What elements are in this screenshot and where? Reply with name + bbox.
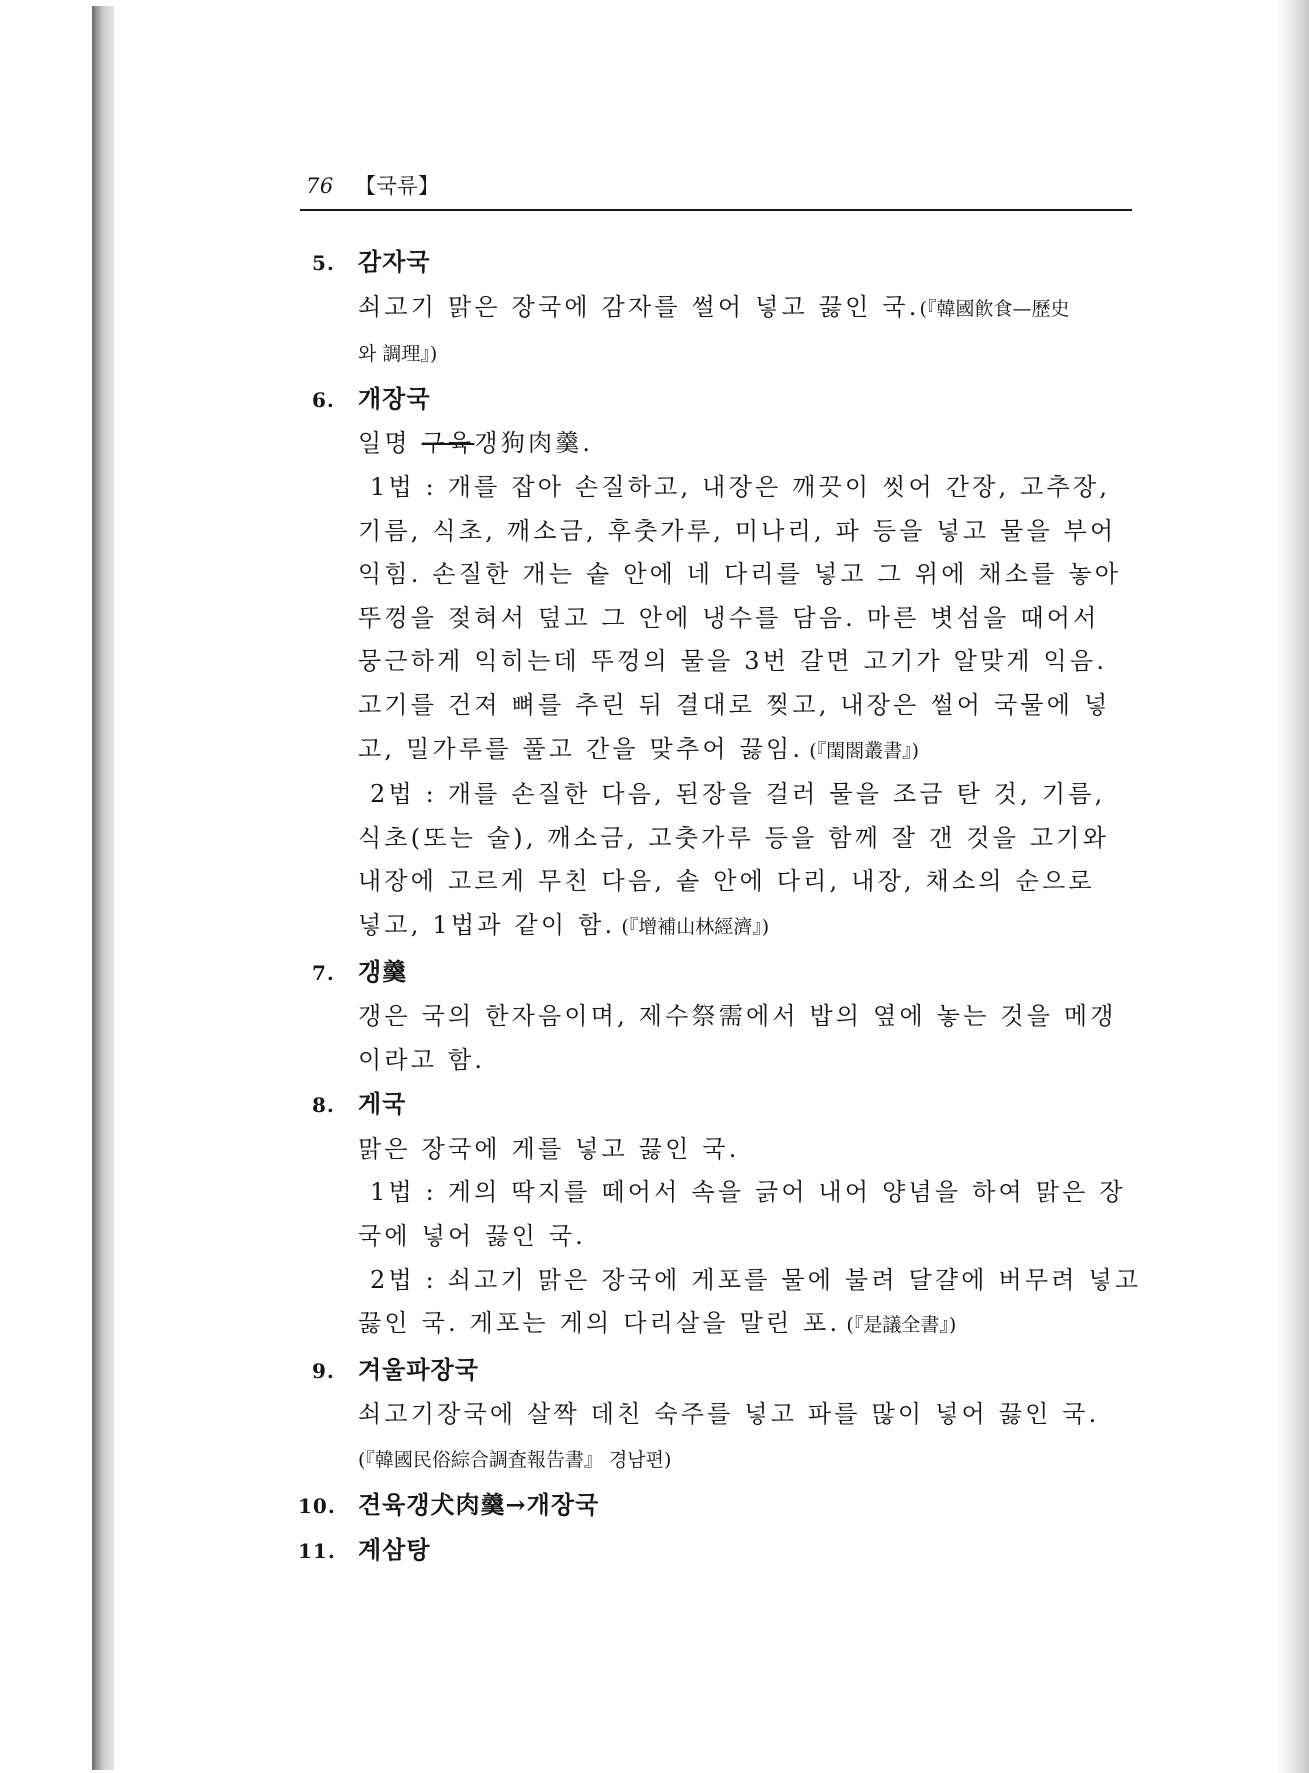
line-text: 쇠고기 맑은 장국에 감자를 썰어 넣고 끓인 국. [358, 292, 920, 321]
line-text: 1법 : 게의 딱지를 떼어서 속을 긁어 내어 양념을 하여 맑은 장 [370, 1178, 1126, 1207]
body-line [358, 553, 1142, 597]
entry-number: 8. [312, 1093, 335, 1118]
body-line [358, 1437, 1142, 1483]
source-reference: (『是議全書』) [840, 1314, 957, 1337]
line-text: 넣고, 1법과 같이 함. [358, 910, 616, 939]
section-title: 【국류】 [354, 174, 440, 198]
entry-title: 갱羹 [358, 956, 408, 986]
entry [312, 240, 1142, 377]
entry-title: 견육갱犬肉羹→개장국 [358, 1489, 600, 1519]
entry-heading [312, 240, 1142, 286]
page-edge-shadow [1277, 0, 1309, 1773]
line-text: 뚜껑을 젖혀서 덮고 그 안에 냉수를 담음. 마른 볏섬을 때어서 [358, 603, 1100, 632]
line-text: 고기를 건져 뼈를 추린 뒤 결대로 찢고, 내장은 썰어 국물에 넣 [358, 690, 1111, 719]
line-text: 국에 넣어 끓인 국. [358, 1222, 587, 1251]
body-line [358, 640, 1142, 684]
struck-text: 구육 [421, 429, 475, 458]
body-line [358, 286, 1142, 332]
entry-number: 5. [312, 251, 335, 275]
entry-title: 계삼탕 [358, 1535, 431, 1565]
line-text: 갱은 국의 한자음이며, 제수祭需에서 밥의 옆에 놓는 것을 메갱 [358, 1002, 1117, 1031]
line-text: 내장에 고르게 무친 다음, 솥 안에 다리, 내장, 채소의 순으로 [358, 867, 1095, 896]
entry-heading [312, 377, 1142, 423]
header-rule [300, 209, 1132, 211]
body-line [358, 331, 1142, 377]
running-header [306, 170, 440, 200]
source-reference: (『韓國飮食—歷史 [919, 297, 1070, 320]
entry-title: 감자국 [358, 247, 431, 276]
body-line [358, 422, 1142, 466]
entry-title: 개장국 [358, 383, 431, 413]
method-line [370, 773, 1142, 817]
entry-number: 9. [312, 1358, 335, 1383]
method-line [370, 1259, 1142, 1303]
entry-heading [298, 1528, 1142, 1574]
line-text: 고, 밀가루를 풀고 간을 맞추어 끓임. [358, 734, 804, 763]
entry [298, 1483, 1142, 1529]
body-line [358, 510, 1142, 554]
body-line [358, 728, 1142, 774]
body-line [358, 1128, 1142, 1172]
body-line [358, 684, 1142, 728]
method-line [370, 466, 1142, 510]
entry-list [298, 240, 1142, 1574]
entry-title: 게국 [358, 1089, 407, 1119]
source-reference: (『韓國民俗綜合調査報告書』 경남편) [358, 1449, 672, 1472]
entry-title: 겨울파장국 [358, 1354, 479, 1384]
line-text: 이라고 함. [358, 1045, 486, 1074]
body-line [358, 995, 1142, 1039]
entry-heading [298, 1483, 1142, 1529]
entry-number: 11. [298, 1539, 336, 1564]
body-line [358, 904, 1142, 950]
entry-heading [312, 1348, 1142, 1394]
source-reference: 와 調理』) [358, 343, 438, 366]
line-text: 쇠고기장국에 살짝 데친 숙주를 넣고 파를 많이 넣어 끓인 국. [358, 1400, 1100, 1429]
line-text: 식초(또는 술), 깨소금, 고춧가루 등을 함께 잘 갠 것을 고기와 [358, 823, 1110, 852]
entry-number: 7. [312, 960, 335, 985]
entry-number: 10. [298, 1493, 336, 1518]
body-line [358, 597, 1142, 641]
entry-number: 6. [312, 387, 335, 412]
body-line [358, 817, 1142, 861]
entry [298, 1528, 1142, 1574]
source-reference: (『增補山林經濟』) [615, 915, 770, 938]
line-text: 2법 : 쇠고기 맑은 장국에 게포를 물에 불려 달걀에 버무려 넣고 [370, 1265, 1142, 1294]
line-text: 끓인 국. 게포는 게의 다리살을 말린 포. [358, 1309, 841, 1338]
source-reference: (『閨閤叢書』) [803, 739, 920, 762]
method-line [370, 1171, 1142, 1215]
entry-heading [312, 950, 1142, 996]
line-text: 1법 : 개를 잡아 손질하고, 내장은 깨끗이 씻어 간장, 고추장, [370, 472, 1111, 501]
body-line [358, 1039, 1142, 1083]
body-line [358, 1302, 1142, 1348]
entry-heading [312, 1082, 1142, 1128]
entry [312, 377, 1142, 950]
body-line [358, 1393, 1142, 1437]
line-text: 갱狗肉羹. [474, 429, 594, 458]
body-line [358, 860, 1142, 904]
line-text: 익힘. 손질한 개는 솥 안에 네 다리를 넣고 그 위에 채소를 놓아 [358, 560, 1122, 589]
line-text: 뭉근하게 익히는데 뚜껑의 물을 3번 갈면 고기가 알맞게 익음. [358, 647, 1108, 676]
line-prefix: 일명 [358, 429, 422, 458]
page-number: 76 [306, 174, 334, 198]
entry [312, 950, 1142, 1083]
entry [312, 1348, 1142, 1483]
body-line [358, 1215, 1142, 1259]
line-text: 맑은 장국에 게를 넣고 끓인 국. [358, 1134, 740, 1163]
line-text: 기름, 식초, 깨소금, 후춧가루, 미나리, 파 등을 넣고 물을 부어 [358, 516, 1117, 545]
entry [312, 1082, 1142, 1348]
line-text: 2법 : 개를 손질한 다음, 된장을 걸러 물을 조금 탄 것, 기름, [370, 780, 1106, 809]
